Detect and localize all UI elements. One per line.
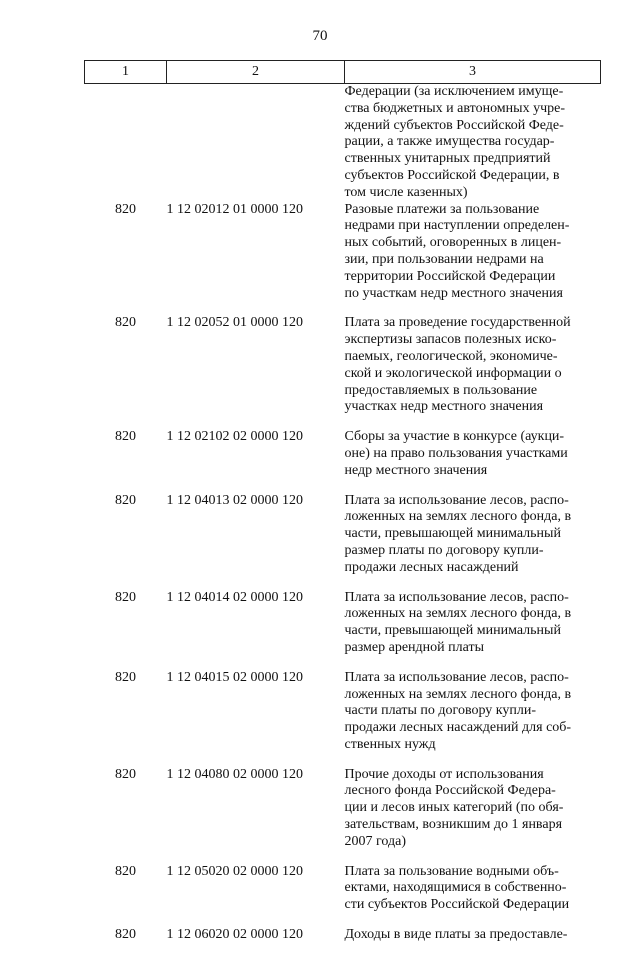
description-line: части, превышающей минимальный <box>344 526 561 542</box>
description-cell <box>345 670 601 767</box>
table-body <box>85 84 601 957</box>
budget-code-cell: 1 12 04080 02 0000 120 <box>166 766 303 782</box>
admin-code-cell: 820 <box>115 589 136 605</box>
admin-code-cell: 820 <box>115 201 136 217</box>
description-line: части платы по договору купли- <box>344 703 537 719</box>
description-line: лесного фонда Российской Федера- <box>344 783 556 799</box>
description-line: паемых, геологической, экономиче- <box>344 348 558 364</box>
description-line: размер платы по договору купли- <box>344 542 544 558</box>
page-number: 70 <box>312 28 328 44</box>
budget-code-cell: 1 12 02012 01 0000 120 <box>166 201 303 217</box>
table-row <box>85 202 601 316</box>
budget-code-cell: 1 12 05020 02 0000 120 <box>166 863 303 879</box>
description-line: Сборы за участие в конкурсе (аукци- <box>344 429 565 445</box>
description-line: недр местного значения <box>344 462 488 478</box>
description-line: Плата за использование лесов, распо- <box>344 492 569 508</box>
description-line: Плата за пользование водными объ- <box>344 863 559 879</box>
description-cell <box>345 590 601 670</box>
description-cell <box>345 927 601 957</box>
description-line: территории Российской Федерации <box>344 268 556 284</box>
description-line: Плата за проведение государственной <box>344 315 571 331</box>
description-line: ции и лесов иных категорий (по обя- <box>344 800 564 816</box>
budget-code-cell: 1 12 04015 02 0000 120 <box>166 669 303 685</box>
table-row <box>85 315 601 429</box>
description-line: ства бюджетных и автономных учре- <box>344 100 565 116</box>
admin-code-cell: 820 <box>115 863 136 879</box>
description-line: том числе казенных) <box>344 184 468 200</box>
admin-code-cell: 820 <box>115 766 136 782</box>
column-header-3: 3 <box>345 61 601 84</box>
description-line: Разовые платежи за пользование <box>344 201 540 217</box>
description-cell <box>345 493 601 590</box>
description-line: ждений субъектов Российской Феде- <box>344 117 564 133</box>
continuation-row <box>85 84 601 202</box>
description-line: ектами, находящимися в собственно- <box>344 880 567 896</box>
budget-code-cell: 1 12 04013 02 0000 120 <box>166 492 303 508</box>
budget-code-cell: 1 12 02052 01 0000 120 <box>166 315 303 331</box>
table-row <box>85 927 601 957</box>
description-line: продажи лесных насаждений <box>344 559 519 575</box>
description-cell <box>345 202 601 316</box>
table-row <box>85 864 601 927</box>
description-line: продажи лесных насаждений для соб- <box>344 720 572 736</box>
admin-code-cell: 820 <box>115 669 136 685</box>
description-line: зии, при пользовании недрами на <box>344 251 544 267</box>
table-row <box>85 493 601 590</box>
budget-code-cell: 1 12 02102 02 0000 120 <box>166 429 303 445</box>
description-line: ской и экологической информации о <box>344 365 562 381</box>
description-line: Федерации (за исключением имуще- <box>344 84 564 99</box>
description-line: 2007 года) <box>344 833 406 849</box>
description-cell <box>345 429 601 492</box>
description-line: ложенных на землях лесного фонда, в <box>344 509 572 525</box>
description-line: субъектов Российской Федерации, в <box>344 167 560 183</box>
table-row <box>85 767 601 864</box>
description-line: экспертизы запасов полезных иско- <box>344 332 557 348</box>
description-line: Доходы в виде платы за предоставле- <box>344 927 568 943</box>
table-header <box>85 61 601 84</box>
description-line: по участкам недр местного значения <box>344 285 563 301</box>
description-cell <box>345 315 601 429</box>
description-line: ных событий, оговоренных в лицен- <box>344 235 562 251</box>
admin-code-cell: 820 <box>115 492 136 508</box>
budget-code-cell: 1 12 04014 02 0000 120 <box>166 589 303 605</box>
continuation-description-cell <box>345 84 601 202</box>
column-header-2: 2 <box>167 61 345 84</box>
continuation-code-cell <box>85 84 167 202</box>
revenue-code-table <box>84 60 601 957</box>
description-line: рации, а также имущества государ- <box>344 134 555 150</box>
description-cell <box>345 864 601 927</box>
admin-code-cell: 820 <box>115 429 136 445</box>
description-line: Плата за использование лесов, распо- <box>344 669 569 685</box>
description-line: недрами при наступлении определен- <box>344 218 570 234</box>
description-line: оне) на право пользования участками <box>344 445 568 461</box>
description-line: Прочие доходы от использования <box>344 766 544 782</box>
description-line: части, превышающей минимальный <box>344 623 561 639</box>
description-line: ложенных на землях лесного фонда, в <box>344 686 572 702</box>
description-line: предоставляемых в пользование <box>344 382 538 398</box>
table-row <box>85 670 601 767</box>
admin-code-cell: 820 <box>115 927 136 943</box>
description-line: размер арендной платы <box>344 639 485 655</box>
description-line: сти субъектов Российской Федерации <box>344 897 570 913</box>
description-line: участках недр местного значения <box>344 399 544 415</box>
continuation-kbk-cell <box>167 84 345 202</box>
description-cell <box>345 767 601 864</box>
description-line: ложенных на землях лесного фонда, в <box>344 606 572 622</box>
table-row <box>85 429 601 492</box>
table-row <box>85 590 601 670</box>
description-line: ственных унитарных предприятий <box>344 151 551 167</box>
budget-code-cell: 1 12 06020 02 0000 120 <box>166 927 303 943</box>
admin-code-cell: 820 <box>115 315 136 331</box>
description-line: Плата за использование лесов, распо- <box>344 589 569 605</box>
column-header-1: 1 <box>85 61 167 84</box>
description-line: зательствам, возникшим до 1 января <box>344 817 563 833</box>
description-line: ственных нужд <box>344 736 436 752</box>
